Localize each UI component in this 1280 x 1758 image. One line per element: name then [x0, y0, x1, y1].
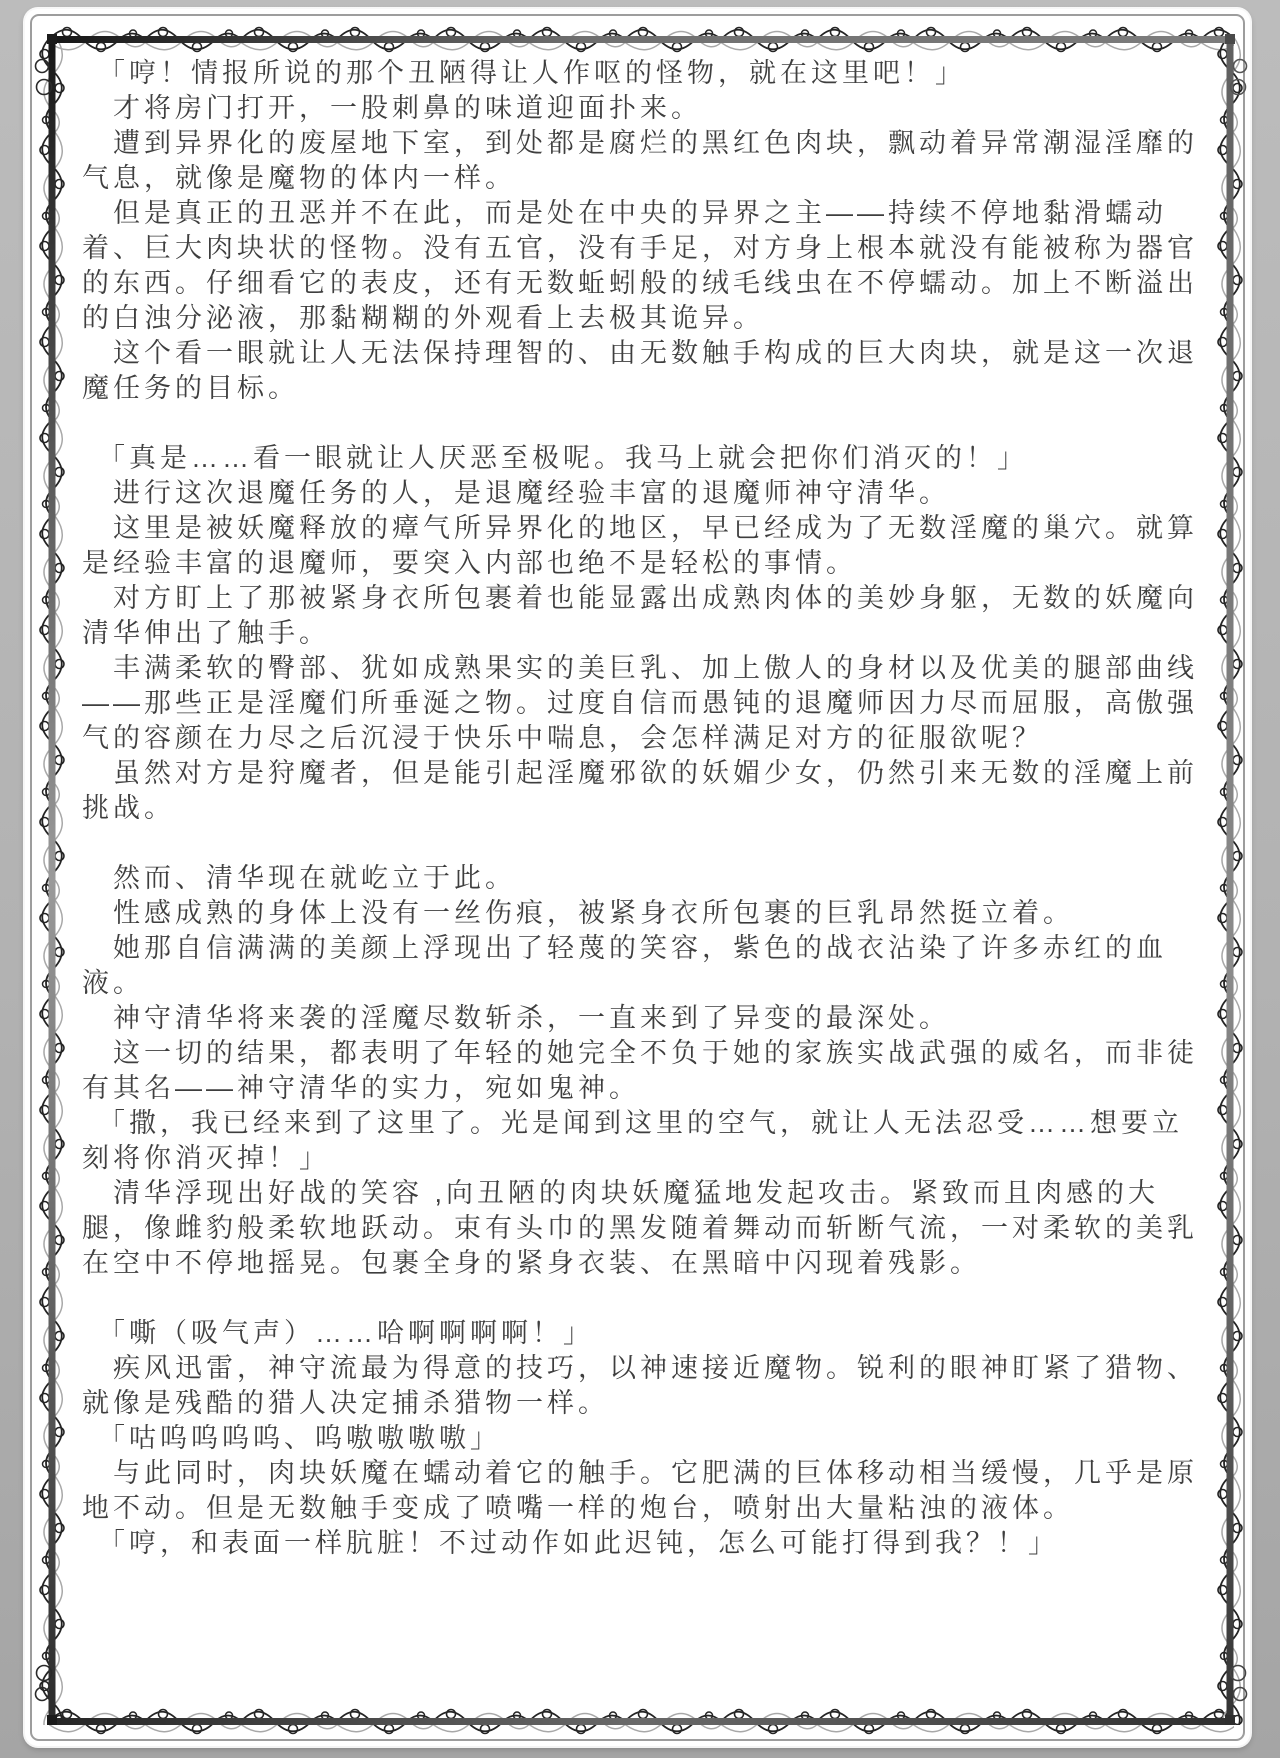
story-paragraph: 「哼！情报所说的那个丑陋得让人作呕的怪物，就在这里吧！」	[98, 58, 966, 88]
story-paragraph: 丰满柔软的臀部、犹如成熟果实的美巨乳、加上傲人的身材以及优美的腿部曲线——那些正是淫魔们所垂涎之物。过度自信而愚钝的退魔师因力尽而屈服，高傲强气的容颜在力尽之后沉浸于快乐中喘息，会怎样满足对方的征服欲呢？	[82, 653, 1198, 753]
story-paragraph: 这里是被妖魔释放的瘴气所异界化的地区，早已经成为了无数淫魔的巢穴。就算是经验丰富的退魔师，要突入内部也绝不是轻松的事情。	[82, 513, 1198, 578]
story-paragraph: 这一切的结果，都表明了年轻的她完全不负于她的家族实战武强的威名，而非徒有其名——神守清华的实力，宛如鬼神。	[82, 1038, 1198, 1103]
story-paragraph: 「撒，我已经来到了这里了。光是闻到这里的空气，就让人无法忍受……想要立刻将你消灭掉！」	[82, 1108, 1183, 1173]
story-paragraph: 但是真正的丑恶并不在此，而是处在中央的异界之主——持续不停地黏滑蠕动着、巨大肉块状的怪物。没有五官，没有手足，对方身上根本就没有能被称为器官的东西。仔细看它的表皮，还有无数蚯蚓般的绒毛线虫在不停蠕动。加上不断溢出的白浊分泌液，那黏糊糊的外观看上去极其诡异。	[82, 198, 1198, 333]
story-paragraph: 「嘶（吸气声）……哈啊啊啊啊！」	[98, 1318, 594, 1348]
story-paragraph: 「真是……看一眼就让人厌恶至极呢。我马上就会把你们消灭的！」	[98, 443, 1028, 473]
story-paragraph: 「哼，和表面一样肮脏！不过动作如此迟钝，怎么可能打得到我？！」	[98, 1528, 1059, 1558]
story-paragraph: 与此同时，肉块妖魔在蠕动着它的触手。它肥满的巨体移动相当缓慢，几乎是原地不动。但是无数触手变成了喷嘴一样的炮台，喷射出大量粘浊的液体。	[82, 1458, 1198, 1523]
story-paragraph: 「咕呜呜呜呜、呜嗷嗷嗷嗷」	[98, 1423, 501, 1453]
page-sheet	[25, 9, 1250, 1746]
story-paragraph: 神守清华将来袭的淫魔尽数斩杀，一直来到了异变的最深处。	[113, 1003, 950, 1033]
story-text-block	[82, 56, 1200, 1561]
story-paragraph: 清华浮现出好战的笑容 ,向丑陋的肉块妖魔猛地发起攻击。紧致而且肉感的大腿，像雌豹般柔软地跃动。束有头巾的黑发随着舞动而斩断气流，一对柔软的美乳在空中不停地摇晃。包裹全身的紧身衣装、在黑暗中闪现着残影。	[82, 1178, 1198, 1278]
story-paragraph: 对方盯上了那被紧身衣所包裹着也能显露出成熟肉体的美妙身躯，无数的妖魔向清华伸出了触手。	[82, 583, 1198, 648]
story-paragraph: 虽然对方是狩魔者，但是能引起淫魔邪欲的妖媚少女，仍然引来无数的淫魔上前挑战。	[82, 758, 1198, 823]
story-paragraph: 遭到异界化的废屋地下室，到处都是腐烂的黑红色肉块，飘动着异常潮湿淫靡的气息，就像是魔物的体内一样。	[82, 128, 1198, 193]
story-paragraph: 这个看一眼就让人无法保持理智的、由无数触手构成的巨大肉块，就是这一次退魔任务的目标。	[82, 338, 1198, 403]
story-paragraph: 进行这次退魔任务的人，是退魔经验丰富的退魔师神守清华。	[113, 478, 950, 508]
story-paragraph: 然而、清华现在就屹立于此。	[113, 863, 516, 893]
story-paragraph: 疾风迅雷，神守流最为得意的技巧，以神速接近魔物。锐利的眼神盯紧了猎物、就像是残酷的猎人决定捕杀猎物一样。	[82, 1353, 1198, 1418]
story-paragraph: 才将房门打开，一股刺鼻的味道迎面扑来。	[113, 93, 702, 123]
story-paragraph: 性感成熟的身体上没有一丝伤痕，被紧身衣所包裹的巨乳昂然挺立着。	[113, 898, 1074, 928]
story-paragraph: 她那自信满满的美颜上浮现出了轻蔑的笑容，紫色的战衣沾染了许多赤红的血液。	[82, 933, 1167, 998]
